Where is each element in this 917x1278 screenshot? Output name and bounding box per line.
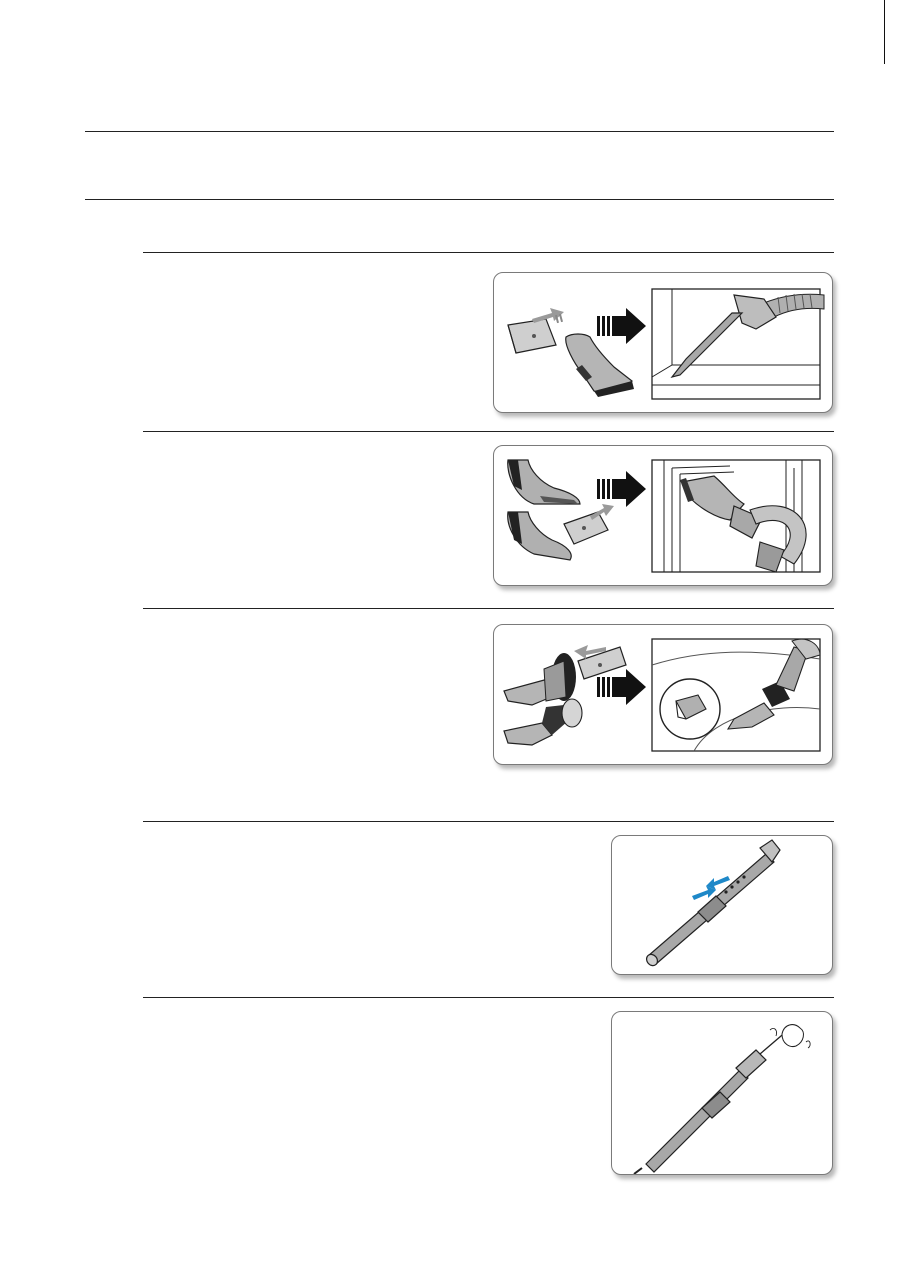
direction-arrow-icon (597, 669, 646, 705)
crevice-attach-icon (574, 645, 626, 679)
crevice-attach-icon (564, 504, 614, 544)
section-rule-1 (143, 252, 834, 253)
section-rule-3 (143, 608, 834, 609)
brush-tool-bottom-icon (508, 512, 571, 560)
page-edge-line (884, 0, 885, 64)
extended-pipe-icon (634, 1030, 788, 1174)
direction-arrow-icon (597, 308, 646, 344)
title-rule-bottom (85, 199, 834, 200)
section-rule-5 (143, 997, 834, 998)
crevice-tool-icon (508, 319, 556, 353)
direction-arrow-icon (597, 471, 646, 507)
dusting-brush-cabinet-icon (493, 624, 833, 765)
round-brush-bottom-icon (504, 699, 582, 745)
section-rule-4 (143, 821, 834, 822)
slide-arrow-icon (532, 308, 564, 323)
telescopic-pipe-adjust-icon (611, 835, 833, 975)
section-rule-2 (143, 431, 834, 432)
upholstery-brush-window-icon (493, 445, 833, 586)
brush-tool-icon (566, 334, 634, 397)
brush-tool-top-icon (508, 460, 580, 504)
telescopic-pipe-hold-icon (611, 1011, 833, 1175)
crevice-tool-corner-icon (493, 272, 833, 413)
telescopic-pipe-icon (644, 840, 780, 968)
hand-icon (770, 1025, 810, 1048)
round-brush-top-icon (504, 653, 576, 705)
zoom-inset-icon (660, 679, 720, 739)
title-rule-top (85, 131, 834, 132)
